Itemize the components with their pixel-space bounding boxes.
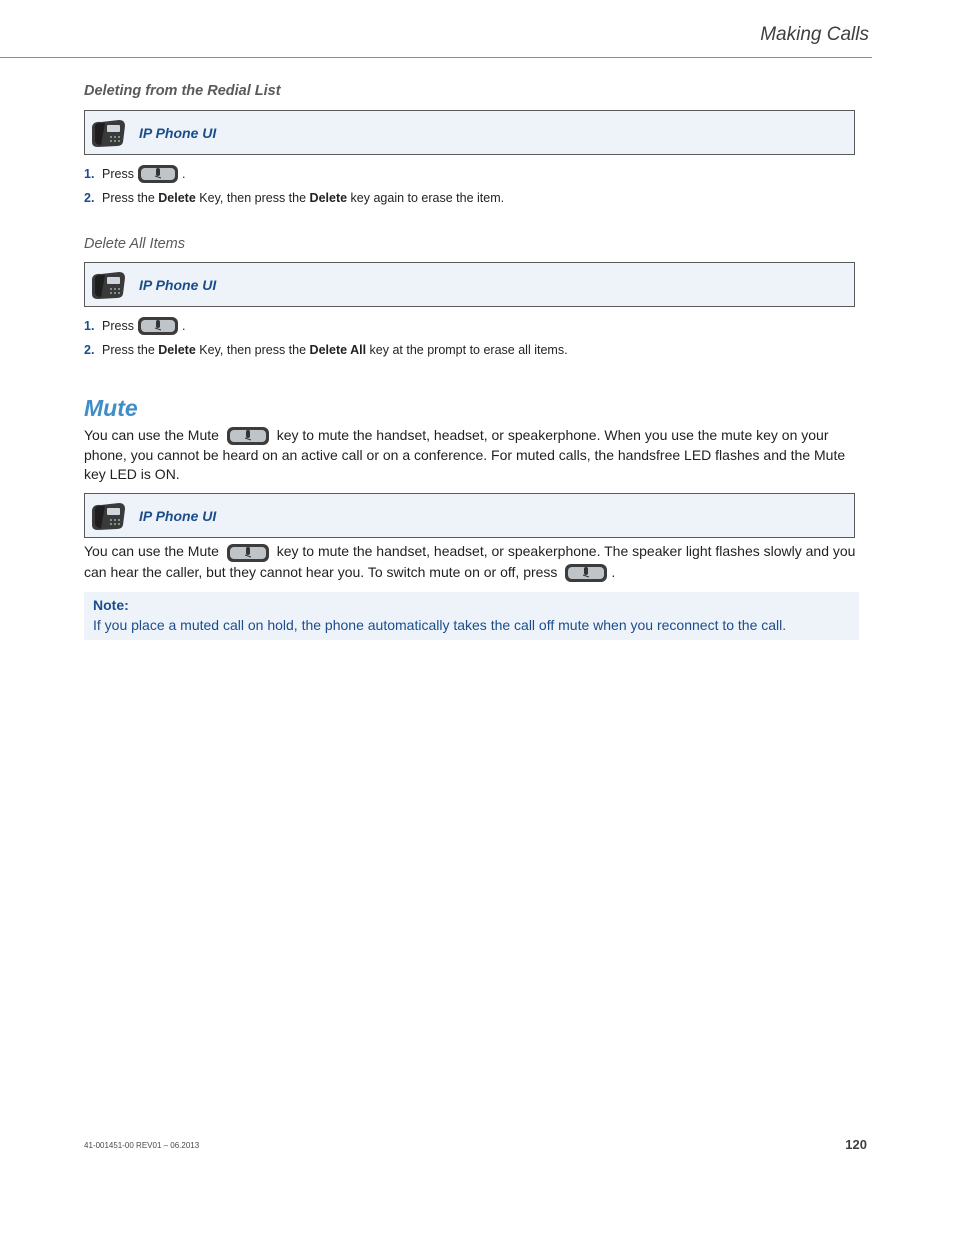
step-text: Press: [102, 319, 134, 333]
step-number: 2.: [84, 343, 95, 357]
ip-phone-icon: [89, 118, 127, 148]
step-number: 1.: [84, 319, 95, 333]
note-box: [84, 592, 859, 640]
mute-section-title: Mute: [84, 395, 138, 421]
mute-intro-paragraph: You can use the Mute key to mute the handset, headset, or speakerphone. When you use the mute key on your phone, you cannot be heard on an active call or on a conference. For muted calls, the handsfree LED flashes and the Mute key LED is ON.: [84, 427, 846, 483]
step-text: Press the Delete Key, then press the Delete All key at the prompt to erase all items.: [102, 343, 568, 357]
delete-all-steps: [84, 314, 868, 362]
page-content: [84, 83, 868, 640]
header-divider: [0, 57, 872, 58]
ip-phone-ui-box: [84, 493, 855, 538]
ui-box-label: IP Phone UI: [139, 507, 217, 524]
step-1: [84, 162, 868, 186]
note-title: Note:: [93, 596, 129, 613]
mute-body-paragraph: You can use the Mute key to mute the handset, headset, or speakerphone. The speaker light flashes slowly and you can hear the caller, but they cannot hear you. To switch mute on or off, press .: [84, 542, 868, 583]
note-text: If you place a muted call on hold, the phone automatically takes the call off mute when you reconnect to the call.: [93, 616, 787, 633]
ip-phone-ui-box: [84, 110, 855, 155]
mute-key-icon: [226, 426, 270, 446]
step-period: .: [181, 167, 186, 181]
step-number: 1.: [84, 167, 95, 181]
mute-key-icon: [137, 164, 179, 184]
mute-key-icon: [137, 316, 179, 336]
step-1: [84, 314, 868, 338]
step-text: Press the Delete Key, then press the Delete key again to erase the item.: [102, 191, 505, 205]
ui-box-label: IP Phone UI: [139, 276, 217, 293]
delete-all-heading: Delete All Items: [84, 236, 185, 252]
running-header: Making Calls: [760, 24, 869, 45]
ip-phone-icon: [89, 501, 127, 531]
mute-key-icon: [564, 563, 608, 583]
mute-key-icon: [226, 543, 270, 563]
step-text: Press: [102, 167, 134, 181]
step-2: [84, 338, 868, 362]
footer-document-id: 41-001451-00 REV01 – 06.2013: [84, 1141, 200, 1150]
step-period: .: [181, 319, 186, 333]
redial-heading: Deleting from the Redial List: [84, 83, 281, 99]
ip-phone-ui-box: [84, 262, 855, 307]
redial-steps: [84, 162, 868, 210]
step-number: 2.: [84, 191, 95, 205]
footer-page-number: 120: [845, 1137, 867, 1152]
step-2: [84, 186, 868, 210]
ip-phone-icon: [89, 270, 127, 300]
ui-box-label: IP Phone UI: [139, 124, 217, 141]
